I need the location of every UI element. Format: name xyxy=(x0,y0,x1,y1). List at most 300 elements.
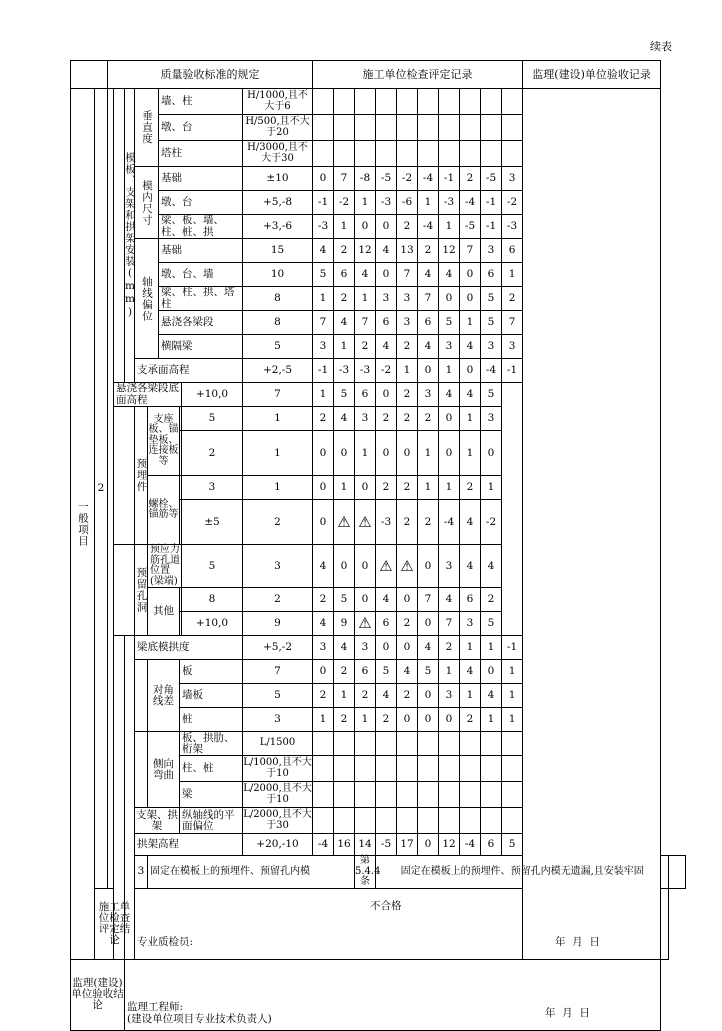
measured-value xyxy=(334,756,355,782)
engineer-note: (建设单位项目专业技术负责人) xyxy=(127,1012,272,1025)
measured-value xyxy=(502,141,523,167)
measured-value: 2 xyxy=(397,335,418,359)
tolerance: 15 xyxy=(243,239,313,263)
measured-value: 2 xyxy=(397,476,418,500)
measured-value: 2 xyxy=(418,500,439,545)
measured-value: 1 xyxy=(313,287,334,311)
warning-triangle-icon: ⚠ xyxy=(379,556,393,575)
measured-value xyxy=(481,115,502,141)
measured-value: 0 xyxy=(481,431,502,476)
measured-value: 1 xyxy=(460,636,481,660)
measured-value: 6 xyxy=(460,588,481,612)
measured-value xyxy=(460,115,481,141)
measured-value: 2 xyxy=(334,287,355,311)
measured-value: 12 xyxy=(439,834,460,856)
support-plate-label: 支座板、锚垫板、连接板等 xyxy=(148,407,180,476)
date-label: 年 月 日 xyxy=(545,1006,590,1019)
measured-value xyxy=(334,782,355,808)
measured-value xyxy=(418,782,439,808)
measured-value: 0 xyxy=(439,287,460,311)
measured-value: 13 xyxy=(397,239,418,263)
measured-value: 5 xyxy=(481,383,502,407)
measured-value xyxy=(481,89,502,115)
blank-col xyxy=(669,856,686,889)
measured-value: 7 xyxy=(355,311,376,335)
supervision-record-header: 监理(建设)单位验收记录 xyxy=(523,61,661,89)
measured-value: 2 xyxy=(502,287,523,311)
measured-value: 3 xyxy=(313,335,334,359)
inspector-label: 专业质检员: xyxy=(137,935,194,948)
measured-value xyxy=(418,89,439,115)
measured-value xyxy=(502,89,523,115)
row-label: 悬浇各梁段 xyxy=(159,311,243,335)
row-label: 基础 xyxy=(159,239,243,263)
measured-value: 1 xyxy=(397,359,418,383)
measured-value: 1 xyxy=(243,476,313,500)
measured-value xyxy=(439,808,460,834)
measured-value xyxy=(481,756,502,782)
measured-value xyxy=(376,115,397,141)
measured-value: 4 xyxy=(481,684,502,708)
measured-value: 4 xyxy=(376,588,397,612)
tolerance: +3,-6 xyxy=(243,215,313,239)
measured-value: 3 xyxy=(313,636,334,660)
measured-value: -5 xyxy=(376,167,397,191)
row-label: 梁、柱、拱、塔柱 xyxy=(159,287,243,311)
measured-value xyxy=(502,756,523,782)
measured-value: 3 xyxy=(355,636,376,660)
measured-value: 0 xyxy=(397,431,418,476)
measured-value: 2 xyxy=(397,612,418,636)
measured-value: 0 xyxy=(313,476,334,500)
measured-value: 1 xyxy=(481,708,502,732)
table-row xyxy=(71,89,686,115)
measured-value: 5 xyxy=(481,612,502,636)
row-label: 梁 xyxy=(180,782,243,808)
warning-value-cell xyxy=(376,545,397,588)
row-label: 墩、台、墙 xyxy=(159,263,243,287)
measured-value: 5 xyxy=(481,311,502,335)
measured-value: 2 xyxy=(397,500,418,545)
measured-value: -4 xyxy=(460,834,481,856)
measured-value: 3 xyxy=(460,612,481,636)
measured-value: 1 xyxy=(334,335,355,359)
measured-value: 2 xyxy=(355,335,376,359)
measured-value: 3 xyxy=(439,545,460,588)
tolerance: L/1500 xyxy=(243,732,313,756)
measured-value: 4 xyxy=(376,335,397,359)
supervision-conclusion-area xyxy=(125,959,661,1030)
measured-value: 4 xyxy=(418,335,439,359)
measured-value: 6 xyxy=(376,612,397,636)
row-label: 梁、板、墙、柱、桩、拱 xyxy=(159,215,243,239)
measured-value: 4 xyxy=(460,660,481,684)
measured-value: 0 xyxy=(418,708,439,732)
measured-value: 4 xyxy=(376,239,397,263)
measured-value: 3 xyxy=(481,239,502,263)
measured-value xyxy=(481,808,502,834)
measured-value xyxy=(460,808,481,834)
measured-value xyxy=(418,732,439,756)
measured-value: 4 xyxy=(460,335,481,359)
measured-value: 5 xyxy=(439,311,460,335)
warning-value-cell xyxy=(355,500,376,545)
measured-value: 1 xyxy=(355,708,376,732)
measured-value: 7 xyxy=(439,612,460,636)
measured-value: 1 xyxy=(439,215,460,239)
blank-col xyxy=(114,407,135,545)
measured-value: -1 xyxy=(481,191,502,215)
measured-value: 12 xyxy=(355,239,376,263)
row-label: 板 xyxy=(180,660,243,684)
measured-value: 1 xyxy=(418,431,439,476)
measured-value: 0 xyxy=(460,287,481,311)
measured-value: 1 xyxy=(439,476,460,500)
measured-value: 7 xyxy=(397,263,418,287)
measured-value: -4 xyxy=(460,191,481,215)
measured-value: 7 xyxy=(418,287,439,311)
measured-value: 2 xyxy=(460,167,481,191)
measured-value xyxy=(355,141,376,167)
measured-value: 3 xyxy=(376,287,397,311)
camber-label: 梁底模拱度 xyxy=(135,636,243,660)
measured-value: -4 xyxy=(439,500,460,545)
measured-value: 1 xyxy=(502,684,523,708)
measured-value: 7 xyxy=(502,311,523,335)
tolerance: +10,0 xyxy=(182,612,243,636)
measured-value xyxy=(481,782,502,808)
measured-value: 0 xyxy=(439,708,460,732)
tolerance: 8 xyxy=(243,287,313,311)
measured-value: 7 xyxy=(460,239,481,263)
measured-value: 2 xyxy=(376,476,397,500)
inner-size-group: 模内尺寸 xyxy=(135,167,159,239)
blank-col xyxy=(135,732,148,808)
measured-value xyxy=(397,782,418,808)
measured-value xyxy=(481,732,502,756)
measured-value: 1 xyxy=(334,476,355,500)
warning-value-cell xyxy=(334,500,355,545)
tolerance: 5 xyxy=(182,407,243,431)
blank-corner xyxy=(71,61,108,89)
measured-value xyxy=(502,732,523,756)
measured-value: 0 xyxy=(397,708,418,732)
blank-col xyxy=(114,89,125,383)
measured-value: 2 xyxy=(334,239,355,263)
measured-value xyxy=(355,756,376,782)
measured-value xyxy=(439,756,460,782)
measured-value: 2 xyxy=(376,407,397,431)
other-label: 其他 xyxy=(148,588,180,636)
measured-value xyxy=(355,732,376,756)
tolerance: +10,0 xyxy=(182,383,243,407)
measured-value: 4 xyxy=(313,545,334,588)
measured-value: 1 xyxy=(481,636,502,660)
table-row xyxy=(71,959,686,1030)
measured-value: 9 xyxy=(334,612,355,636)
measured-value xyxy=(313,141,334,167)
measured-value xyxy=(313,756,334,782)
measured-value: 4 xyxy=(418,263,439,287)
measured-value: 1 xyxy=(355,191,376,215)
measured-value xyxy=(439,732,460,756)
measured-value: 4 xyxy=(334,636,355,660)
measured-value: 1 xyxy=(481,476,502,500)
measured-value: 0 xyxy=(376,215,397,239)
construction-record-header: 施工单位检查评定记录 xyxy=(313,61,523,89)
measured-value: 2 xyxy=(313,684,334,708)
measured-value: 7 xyxy=(334,167,355,191)
measured-value: 1 xyxy=(502,660,523,684)
measured-value xyxy=(439,89,460,115)
measured-value: 3 xyxy=(481,335,502,359)
measured-value: 0 xyxy=(481,660,502,684)
measured-value: 4 xyxy=(481,545,502,588)
measured-value: -2 xyxy=(376,359,397,383)
warning-triangle-icon: ⚠ xyxy=(337,512,351,531)
measured-value: 1 xyxy=(460,311,481,335)
measured-value: 1 xyxy=(355,287,376,311)
warning-value-cell xyxy=(355,612,376,636)
conclusion-result: 不合格 xyxy=(370,899,402,912)
tolerance: 5 xyxy=(243,335,313,359)
blank-col xyxy=(135,660,148,732)
measured-value: 3 xyxy=(418,383,439,407)
measured-value: 0 xyxy=(439,407,460,431)
axis-offset-group: 轴线偏位 xyxy=(135,239,159,359)
measured-value xyxy=(376,782,397,808)
measured-value: 5 xyxy=(376,660,397,684)
measured-value: 17 xyxy=(397,834,418,856)
measured-value xyxy=(355,115,376,141)
tolerance: 10 xyxy=(243,263,313,287)
measured-value: 2 xyxy=(460,476,481,500)
item3-label: 固定在模板上的预埋件、预留孔内模 xyxy=(148,856,355,889)
warning-triangle-icon: ⚠ xyxy=(400,556,414,575)
measured-value xyxy=(334,89,355,115)
measured-value xyxy=(502,782,523,808)
measured-value xyxy=(418,141,439,167)
measured-value: 6 xyxy=(355,660,376,684)
measured-value: 1 xyxy=(313,708,334,732)
measured-value: 0 xyxy=(355,476,376,500)
item2-no: 2 xyxy=(95,89,108,889)
measured-value: 0 xyxy=(418,612,439,636)
measured-value: 4 xyxy=(334,407,355,431)
measured-value: 2 xyxy=(397,684,418,708)
measured-value: 1 xyxy=(243,431,313,476)
measured-value xyxy=(397,756,418,782)
measured-value: 6 xyxy=(481,263,502,287)
lateral-group: 侧向弯曲 xyxy=(148,732,180,808)
measured-value: 2 xyxy=(313,407,334,431)
row-label: 墙、柱 xyxy=(159,89,243,115)
tolerance: 7 xyxy=(243,660,313,684)
measured-value: 0 xyxy=(460,359,481,383)
measured-value: 6 xyxy=(481,834,502,856)
support-arch-label: 支架、拱架 xyxy=(136,808,178,832)
measured-value: 2 xyxy=(243,588,313,612)
measured-value xyxy=(334,115,355,141)
measured-value: -4 xyxy=(418,215,439,239)
measured-value: -1 xyxy=(481,215,502,239)
measured-value xyxy=(313,89,334,115)
measured-value xyxy=(481,141,502,167)
tolerance: ±5 xyxy=(182,500,243,545)
measured-value: 6 xyxy=(418,311,439,335)
tolerance: 3 xyxy=(243,708,313,732)
bolt-label: 螺栓、锚筋等 xyxy=(148,476,180,545)
warning-value-cell xyxy=(397,545,418,588)
measured-value: 1 xyxy=(502,708,523,732)
row-label: 基础 xyxy=(159,167,243,191)
measured-value: 3 xyxy=(243,545,313,588)
measured-value xyxy=(502,115,523,141)
tolerance: H/1000,且不大于6 xyxy=(243,89,313,115)
measured-value: -1 xyxy=(502,359,523,383)
measured-value: 5 xyxy=(481,287,502,311)
measured-value xyxy=(397,732,418,756)
measured-value: -3 xyxy=(313,215,334,239)
warning-triangle-icon: ⚠ xyxy=(358,512,372,531)
measured-value: 5 xyxy=(418,660,439,684)
item3-no: 3 xyxy=(135,856,148,889)
measured-value: -3 xyxy=(334,359,355,383)
table-row xyxy=(71,888,686,959)
measured-value: -4 xyxy=(418,167,439,191)
measured-value xyxy=(313,782,334,808)
measured-value: 2 xyxy=(418,407,439,431)
measured-value xyxy=(418,756,439,782)
measured-value: 4 xyxy=(313,239,334,263)
measured-value: 2 xyxy=(418,239,439,263)
embedded-group: 预埋件 xyxy=(135,407,148,545)
row-label: 墩、台 xyxy=(159,191,243,215)
tolerance: L/1000,且不大于10 xyxy=(243,756,313,782)
measured-value: 5 xyxy=(334,588,355,612)
diagonal-group: 对角线差 xyxy=(148,660,180,732)
measured-value: 2 xyxy=(397,407,418,431)
measured-value xyxy=(313,732,334,756)
tolerance: 8 xyxy=(243,311,313,335)
measured-value: 0 xyxy=(376,431,397,476)
table-row xyxy=(71,61,686,89)
measured-value: 0 xyxy=(376,263,397,287)
measured-value: 4 xyxy=(418,636,439,660)
measured-value: 1 xyxy=(439,359,460,383)
measured-value: 1 xyxy=(460,431,481,476)
measured-value: 6 xyxy=(355,383,376,407)
measured-value: 3 xyxy=(355,407,376,431)
measured-value: 4 xyxy=(397,660,418,684)
construction-conclusion-area xyxy=(135,888,669,959)
item2-label: 模板、支架和拱架安装(mm) xyxy=(125,89,135,383)
measured-value: 4 xyxy=(376,684,397,708)
measured-value xyxy=(376,756,397,782)
measured-value xyxy=(502,808,523,834)
measured-value: 0 xyxy=(334,545,355,588)
measured-value: -2 xyxy=(334,191,355,215)
measured-value: 9 xyxy=(243,612,313,636)
date-label: 年 月 日 xyxy=(555,935,600,948)
measured-value: 0 xyxy=(376,636,397,660)
measured-value xyxy=(397,89,418,115)
measured-value: -5 xyxy=(460,215,481,239)
arch-height-label: 拱架高程 xyxy=(135,834,243,856)
measured-value: 4 xyxy=(460,383,481,407)
measured-value xyxy=(418,115,439,141)
measured-value: 0 xyxy=(376,383,397,407)
measured-value xyxy=(376,89,397,115)
continued-label: 续表 xyxy=(650,40,672,53)
measured-value xyxy=(313,115,334,141)
tolerance: +20,-10 xyxy=(243,834,313,856)
measured-value: -2 xyxy=(397,167,418,191)
measured-value xyxy=(460,756,481,782)
measured-value: 0 xyxy=(397,588,418,612)
measured-value: -8 xyxy=(355,167,376,191)
measured-value: 0 xyxy=(313,500,334,545)
measured-value: 1 xyxy=(334,215,355,239)
measured-value xyxy=(397,141,418,167)
engineer-label: 监理工程师: xyxy=(127,1000,184,1013)
measured-value: 4 xyxy=(460,500,481,545)
measured-value: 0 xyxy=(355,545,376,588)
measured-value xyxy=(418,808,439,834)
row-label: 柱、桩 xyxy=(180,756,243,782)
measured-value: 3 xyxy=(397,311,418,335)
measured-value: -3 xyxy=(355,359,376,383)
tolerance: +5,-2 xyxy=(243,636,313,660)
measured-value: -5 xyxy=(376,834,397,856)
tolerance: L/2000,且不大于10 xyxy=(243,782,313,808)
measured-value xyxy=(355,89,376,115)
measured-value: 2 xyxy=(313,588,334,612)
row-label: 塔柱 xyxy=(159,141,243,167)
measured-value: 6 xyxy=(502,239,523,263)
support-height-label: 支承面高程 xyxy=(135,359,243,383)
supervision-record-area xyxy=(523,89,661,960)
tolerance: +5,-8 xyxy=(243,191,313,215)
tolerance: 2 xyxy=(182,431,243,476)
cantilever-bottom-label: 悬浇各梁段底面高程 xyxy=(114,383,182,407)
measured-value xyxy=(376,141,397,167)
measured-value: -6 xyxy=(397,191,418,215)
measured-value xyxy=(355,782,376,808)
measured-value: -3 xyxy=(376,500,397,545)
measured-value xyxy=(355,808,376,834)
measured-value: 0 xyxy=(418,684,439,708)
measured-value: 3 xyxy=(397,287,418,311)
item3-record: 固定在模板上的预埋件、预留孔内模无遗漏,且安装牢固 xyxy=(376,856,669,889)
measured-value: 14 xyxy=(355,834,376,856)
measured-value: -1 xyxy=(502,636,523,660)
measured-value xyxy=(397,808,418,834)
measured-value xyxy=(439,782,460,808)
measured-value xyxy=(376,808,397,834)
measured-value: 4 xyxy=(355,263,376,287)
measured-value xyxy=(313,808,334,834)
supervision-conclusion-label: 监理(建设)单位验收结论 xyxy=(71,959,125,1030)
measured-value: 16 xyxy=(334,834,355,856)
row-label: 横隔梁 xyxy=(159,335,243,359)
measured-value: 1 xyxy=(460,407,481,431)
tolerance: ±10 xyxy=(243,167,313,191)
measured-value xyxy=(334,808,355,834)
measured-value xyxy=(460,732,481,756)
warning-triangle-icon: ⚠ xyxy=(358,614,372,633)
tolerance: H/3000,且不大于30 xyxy=(243,141,313,167)
